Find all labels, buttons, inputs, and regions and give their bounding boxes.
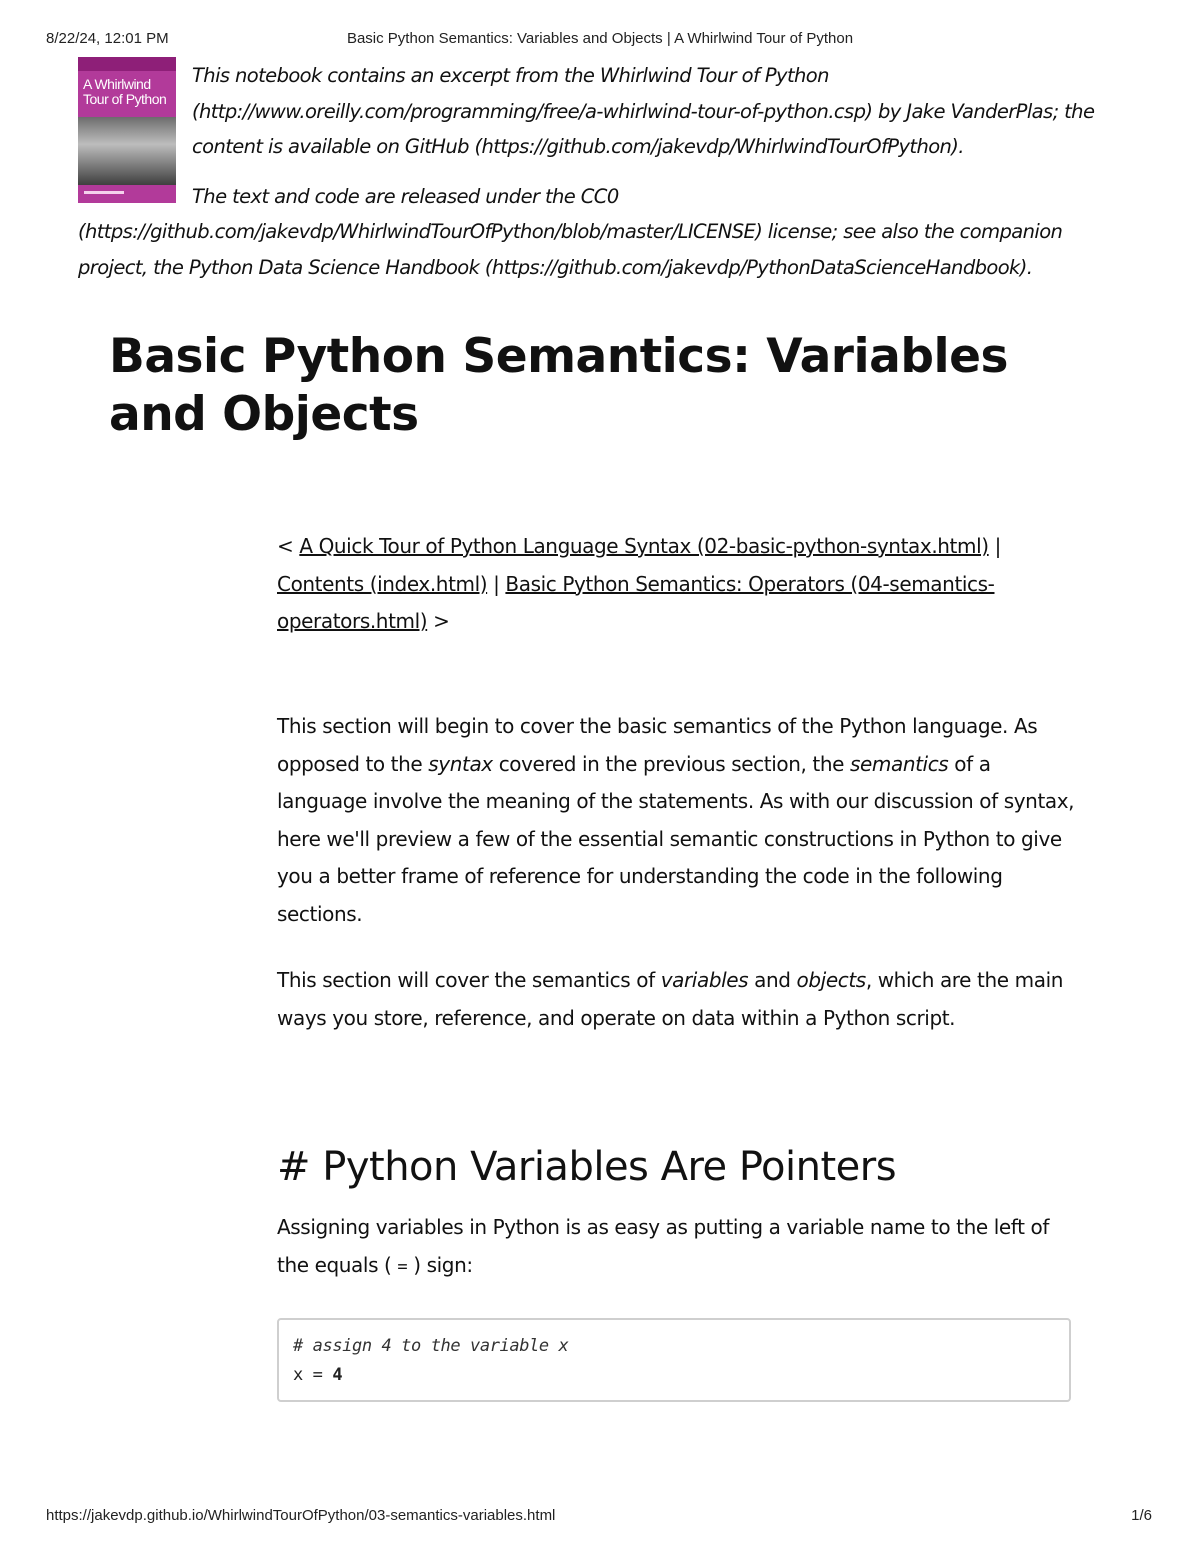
print-page-number: 1/6	[1131, 1507, 1152, 1524]
cover-title: A Whirlwind Tour of Python	[83, 76, 167, 107]
notice-paragraph-2-text: The text and code are released under the CC0 (https://github.com/jakevdp/WhirlwindTourOfPython/blob/master/LICENSE) license; see also the companion project, the Python Data Science Handbook (https://github.com/jakevdp/PythonDataScienceHandbook).	[78, 184, 1063, 279]
code-comment: # assign 4 to the variable x	[293, 1336, 569, 1356]
main-content	[277, 528, 1077, 1402]
section-text: Assigning variables in Python is as easy as putting a variable name to the left of the equals (	[277, 1215, 1049, 1277]
intro-text: This section will begin to cover the basic semantics of the Python language. As opposed to the	[277, 714, 1038, 776]
intro-paragraph-2	[277, 962, 1077, 1037]
intro-paragraph-1	[277, 708, 1077, 933]
code-block[interactable]	[277, 1318, 1071, 1402]
contents-link[interactable]: Contents (index.html)	[277, 571, 488, 596]
notice-paragraph-1: This notebook contains an excerpt from the Whirlwind Tour of Python (http://www.oreilly.com/programming/free/a-whirlwind-tour-of-python.csp) by Jake VanderPlas; the content is available on GitHub (https://github.com/jakevdp/WhirlwindTourOfPython).	[192, 64, 1095, 158]
print-header	[0, 30, 1200, 50]
term-objects: objects	[796, 968, 866, 992]
print-datetime: 8/22/24, 12:01 PM	[46, 30, 169, 47]
chapter-navigation	[277, 528, 1077, 640]
inline-code-equals: =	[397, 1256, 408, 1277]
nav-prev-prefix: <	[277, 534, 300, 558]
intro-text: and	[748, 968, 797, 992]
term-syntax: syntax	[428, 751, 493, 776]
page-title: Basic Python Semantics: Variables and Objects	[109, 329, 1008, 442]
print-url: https://jakevdp.github.io/WhirlwindTourOfPython/03-semantics-variables.html	[46, 1507, 556, 1524]
prev-chapter-link[interactable]: A Quick Tour of Python Language Syntax (02-basic-python-syntax.html)	[299, 534, 989, 558]
section-paragraph	[277, 1209, 1077, 1286]
section-heading: # Python Variables Are Pointers	[277, 1144, 897, 1190]
print-page-title: Basic Python Semantics: Variables and Objects | A Whirlwind Tour of Python	[346, 30, 854, 47]
nav-separator: |	[988, 534, 1001, 558]
term-variables: variables	[660, 968, 749, 992]
intro-text: , which are the main ways you store, reference, and operate on data within a Python script.	[277, 968, 1063, 1030]
intro-text: This section will cover the semantics of	[277, 968, 661, 992]
code-line	[293, 1361, 1055, 1390]
notice-paragraph-2	[78, 179, 1128, 286]
code-number: 4	[332, 1365, 343, 1385]
print-footer	[0, 1507, 1200, 1527]
code-assignment: x =	[293, 1365, 333, 1385]
section-text: ) sign:	[413, 1252, 473, 1277]
next-chapter-link[interactable]: Basic Python Semantics: Operators (04-semantics-operators.html)	[277, 571, 995, 633]
nav-separator: |	[487, 571, 506, 596]
excerpt-notice	[78, 58, 1128, 285]
term-semantics: semantics	[849, 751, 949, 776]
intro-text: of a language involve the meaning of the statements. As with our discussion of syntax, here we'll preview a few of the essential semantic constructions in Python to give you a better frame of reference for understanding the code in the following sections.	[277, 751, 1075, 926]
nav-next-suffix: >	[427, 609, 450, 633]
intro-text: covered in the previous section, the	[492, 751, 850, 776]
